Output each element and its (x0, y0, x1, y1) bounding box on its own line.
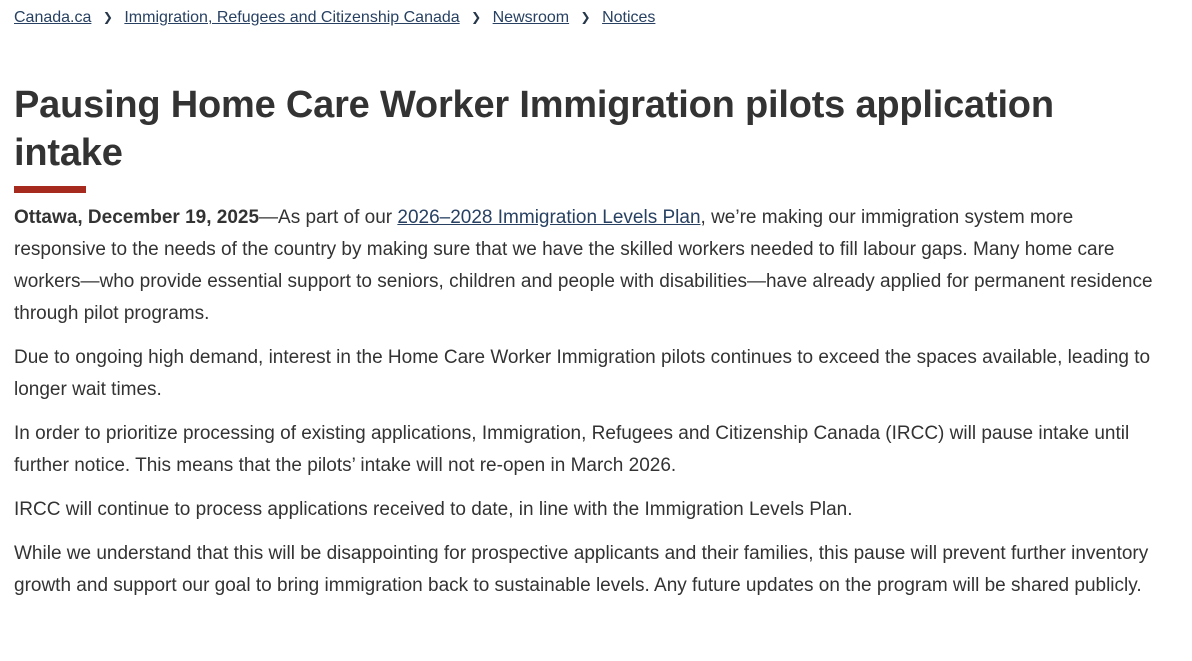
article (14, 81, 1154, 602)
immigration-levels-plan-link[interactable]: 2026–2028 Immigration Levels Plan (397, 207, 701, 228)
paragraph-1-after-link: , we’re making our immigration system more responsive to the needs of the country by making sure that we have the skilled workers needed to fill labour gaps. Many home care workers—who provide essential support to seniors, children and people with disabilities—have already applied for permanent residence through pilot programs. (14, 207, 1153, 324)
chevron-right-icon: ❯ (471, 10, 482, 24)
breadcrumb-link-ircc[interactable]: Immigration, Refugees and Citizenship Canada (124, 9, 460, 26)
breadcrumb-link-canada-ca[interactable]: Canada.ca (14, 9, 92, 26)
title-accent-bar (14, 186, 86, 193)
chevron-right-icon: ❯ (102, 10, 113, 24)
paragraph-pause-intake: In order to prioritize processing of existing applications, Immigration, Refugees and Citizenship Canada (IRCC) will pause intake until further notice. This means that the pilots’ intake will not re-open in March 2026. (14, 423, 1130, 476)
chevron-right-icon: ❯ (580, 10, 591, 24)
paragraph-closing: While we understand that this will be disappointing for prospective applicants and their families, this pause will prevent further inventory growth and support our goal to bring immigration back to sustainable levels. Any future updates on the program will be shared publicly. (14, 543, 1149, 596)
paragraph-continue-processing: IRCC will continue to process applications received to date, in line with the Immigration Levels Plan. (14, 499, 853, 520)
breadcrumb-link-newsroom[interactable]: Newsroom (492, 9, 570, 26)
breadcrumb (14, 9, 1154, 27)
page-title: Pausing Home Care Worker Immigration pilots application intake (14, 84, 1054, 174)
breadcrumb-link-notices[interactable]: Notices (602, 9, 656, 26)
paragraph-1-before-link: —As part of our (259, 207, 398, 228)
paragraph-demand: Due to ongoing high demand, interest in the Home Care Worker Immigration pilots continues to exceed the spaces available, leading to longer wait times. (14, 347, 1151, 400)
paragraph-dateline (14, 202, 1154, 330)
dateline-text: Ottawa, December 19, 2025 (14, 207, 260, 228)
